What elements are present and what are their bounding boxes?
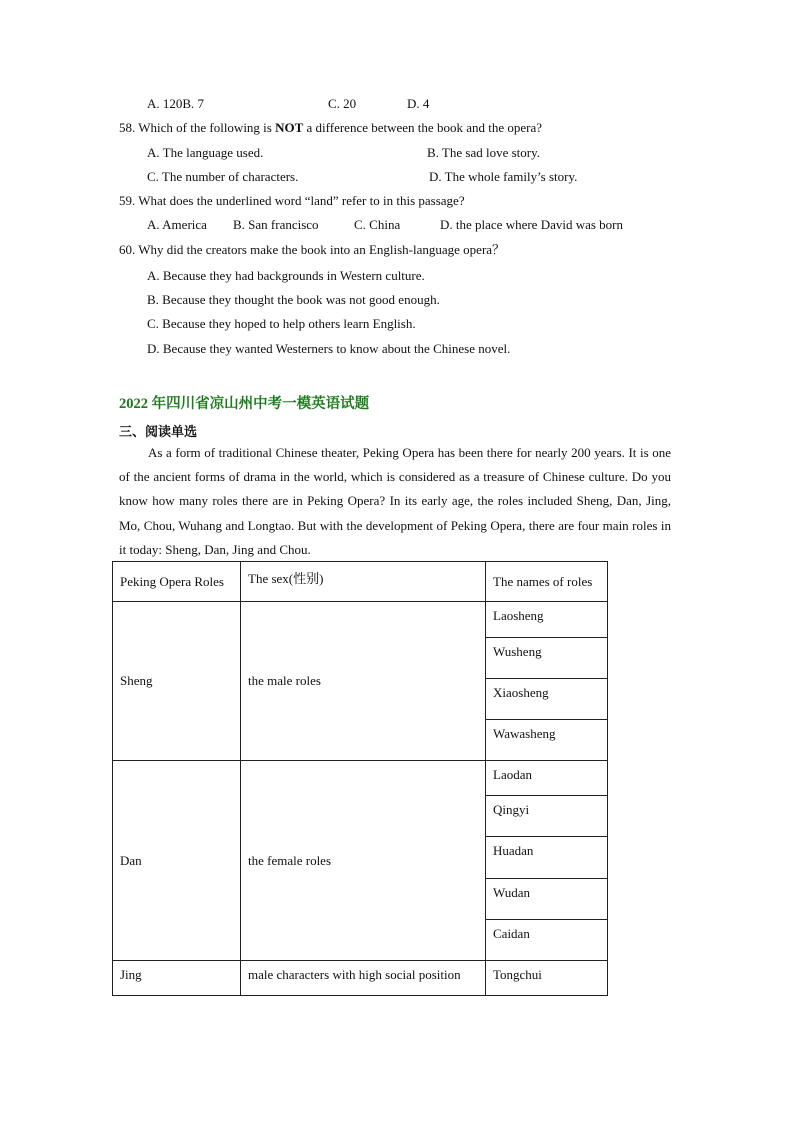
name-wawasheng: Wawasheng xyxy=(486,720,608,761)
section-title: 2022 年四川省凉山州中考一模英语试题 xyxy=(119,396,370,412)
q57-option-c: C. 20 xyxy=(328,96,357,111)
section-subheading: 三、阅读单选 xyxy=(119,424,198,439)
name-wusheng: Wusheng xyxy=(486,638,608,679)
reading-passage: As a form of traditional Chinese theater, Peking Opera has been there for nearly 200 years. It is one of the ancient forms of drama in the world, which is considered as a treasure of Chinese culture. Do you know how many roles there are in Peking Opera? In its early age, the roles included Sheng, Dan, Jing, Mo, Chou, Wuhang and Longtao. But with the development of Peking Opera, there are four main roles in it today: Sheng, Dan, Jing and Chou. xyxy=(119,445,671,557)
q60-question: 60. Why did the creators make the book into an English-language opera？ xyxy=(119,242,506,257)
q57-option-d: D. 4 xyxy=(407,96,430,111)
peking-opera-roles-table xyxy=(112,561,608,996)
q58-option-d: D. The whole family’s story. xyxy=(429,169,578,184)
table-row xyxy=(113,602,608,638)
q60-option-d: D. Because they wanted Westerners to know about the Chinese novel. xyxy=(147,341,511,356)
q59-question: 59. What does the underlined word “land” refer to in this passage? xyxy=(119,193,465,208)
q59-option-a: A. America xyxy=(147,217,207,232)
sex-dan: the female roles xyxy=(241,761,486,961)
q59-option-d: D. the place where David was born xyxy=(440,217,624,232)
table-header-names: The names of roles xyxy=(486,562,608,602)
role-sheng: Sheng xyxy=(113,602,241,761)
q58-question xyxy=(119,120,542,136)
name-tongchui: Tongchui xyxy=(486,961,608,996)
name-qingyi: Qingyi xyxy=(486,796,608,837)
q60-option-a: A. Because they had backgrounds in Western culture. xyxy=(147,268,425,283)
q58-option-b: B. The sad love story. xyxy=(427,145,541,160)
table-header-sex: The sex(性别) xyxy=(241,562,486,602)
name-huadan: Huadan xyxy=(486,837,608,879)
q59-option-c: C. China xyxy=(354,217,401,232)
table-row xyxy=(113,961,608,996)
q59-option-b: B. San francisco xyxy=(233,217,319,232)
role-dan: Dan xyxy=(113,761,241,961)
sex-jing: male characters with high social position xyxy=(241,961,486,996)
sex-sheng: the male roles xyxy=(241,602,486,761)
name-wudan: Wudan xyxy=(486,879,608,920)
q58-suffix: a difference between the book and the opera? xyxy=(303,120,542,135)
table-header-row xyxy=(113,562,608,602)
q58-option-a: A. The language used. xyxy=(147,145,264,160)
q60-option-c: C. Because they hoped to help others learn English. xyxy=(147,316,416,331)
table-header-roles: Peking Opera Roles xyxy=(113,562,241,602)
name-laodan: Laodan xyxy=(486,761,608,796)
q60-option-b: B. Because they thought the book was not good enough. xyxy=(147,292,440,307)
q58-option-c: C. The number of characters. xyxy=(147,169,299,184)
name-laosheng: Laosheng xyxy=(486,602,608,638)
q58-bold-not: NOT xyxy=(275,120,304,135)
name-caidan: Caidan xyxy=(486,920,608,961)
q58-prefix: 58. Which of the following is xyxy=(119,120,276,135)
table-row xyxy=(113,761,608,796)
name-xiaosheng: Xiaosheng xyxy=(486,679,608,720)
role-jing: Jing xyxy=(113,961,241,996)
q57-option-a-b: A. 120B. 7 xyxy=(147,96,205,111)
